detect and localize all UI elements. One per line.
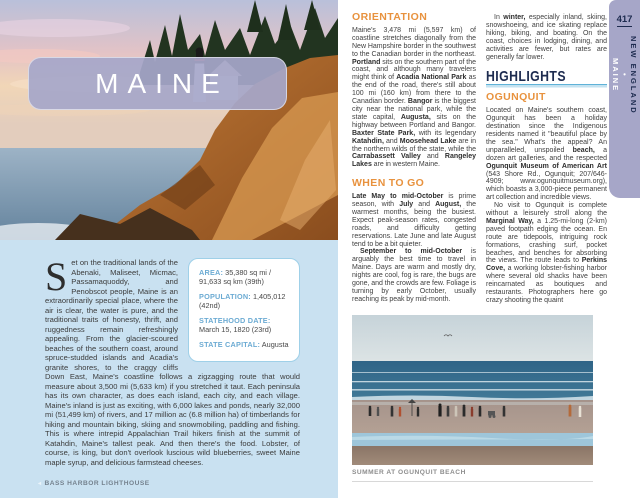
highlights-heading: HIGHLIGHTS: [486, 68, 566, 86]
beach-photo-illustration: [352, 315, 593, 465]
intro-body: et on the traditional lands of the Abenaki, Maliseet, Micmac, Passamaquoddy, and Penobscot people, Maine is an extraordinarily special place, where the air is clear, the water is pure, and the traditional traits of honesty, thrift, and ruggedness remain refreshingly appealing. From the glacier-scoured beaches of the southern coast, around spruce-studded islands and Acadia's granite shores, to the craggy cliffs Down East, Maine's coastline follows a zigzagging route that would measure about 3,500 mi (5,633 km) if you stretched it taut. Each peninsula has its own character, as does each island, each city, and each village. Maine's inland is just as exciting, with 6,000 lakes and ponds, nearly 32,000 mi (51,499 km) of rivers, and 17 million ac (6.8 million ha) of timberlands for hiking and mountain biking, skiing and snowmobiling, paddling and fishing. This is where intrepid Appalachian Trail hikers finish at the summit of Katahdin, Maine's tallest peak. And then there's the food. Lobster, of course, is king, but don't overlook luscious wild blueberries, sweet Maine maple syrup, and delicious farmstead cheeses.: [45, 258, 300, 467]
drop-cap: S: [45, 254, 68, 299]
ogunquit-paragraph-2: No visit to Ogunquit is complete without a leisurely stroll along the Marginal Way, a 1.25-mi-long (2-km) paved footpath edging the ocean. En route are tidepools, intriguing rock formations, crashing surf, pocket beaches, and benches for absorbing the views. The route leads to Perkins Cove, a working lobster-fishing harbor where several old shacks have been reincarnated as boutiques and restaurants. Photographers here go crazy shooting the quaint: [486, 202, 607, 304]
page-title: MAINE: [95, 67, 229, 99]
stat-statehood: STATEHOOD DATE: March 15, 1820 (23rd): [199, 316, 272, 334]
chapter-tab: [609, 0, 640, 198]
hero-photo-caption: ◂ BASS HARBOR LIGHTHOUSE: [38, 480, 150, 487]
state-stats-box: [188, 258, 300, 362]
state-title-banner: [28, 57, 287, 110]
stat-capital: STATE CAPITAL: Augusta: [199, 340, 289, 349]
when-to-go-paragraph-2: September to mid-October is arguably the best time to travel in Maine. Days are warm and mostly dry, nights are cool, fog is rare, the bugs are gone, and the crowds are few. Foliage is turning by early October, usually reaching its peak by mid-month.: [352, 248, 476, 303]
caption-marker-icon: ◂: [38, 481, 42, 487]
beach-photo: [352, 315, 593, 465]
stat-area: AREA: 35,380 sq mi / 91,633 sq km (39th): [199, 268, 271, 286]
when-to-go-heading: WHEN TO GO: [352, 177, 425, 190]
ogunquit-paragraph-1: Located on Maine's southern coast, Ogunquit has been a holiday destination since the Indigenous residents named it "beautiful place by the sea." What's the appeal? An unparalleled, unspoiled beach, a dozen art galleries, and the respected Ogunquit Museum of American Art (543 Shore Rd., Ogunquit; 207/646-4909; www.ogunquitmuseum.org), which boasts a 3,000-piece permanent art collection and incredible views.: [486, 107, 608, 202]
orientation-paragraph: Maine's 3,478 mi (5,597 km) of coastline stretches diagonally from the New Hampshire border in the southwest to the Canadian border in the northeast. Portland sits on the southern part of the coast, and although many travelers might think of Acadia National Park as the end of the road, there's still about 100 mi (160 km) from there to the Canadian border. Bangor is the biggest city near the national park, while the state capital, Augusta, sits on the highway between Portland and Bangor. Baxter State Park, with its legendary Katahdin, and Moosehead Lake are in the northern wilds of the state, while the Carrabassett Valley and Rangeley Lakes are in western Maine.: [352, 26, 477, 169]
ogunquit-heading: OGUNQUIT: [486, 91, 546, 104]
lighthouse-photo-illustration: [0, 0, 338, 240]
text-column-1: [352, 11, 477, 304]
chapter-tab-label: [611, 36, 638, 115]
intro-panel: [0, 240, 338, 498]
hero-photo: [0, 0, 338, 240]
when-to-go-paragraph-3: In winter, especially inland, skiing, snowshoeing, and ice skating replace hiking, biking, and boating. On the coast, choices in lodging, dining, and activities are fewer, but rates are generally far lower.: [486, 14, 607, 61]
tab-section-label: NEW ENGLAND: [629, 36, 638, 115]
stat-population: POPULATION: 1,405,012 (42nd): [199, 292, 286, 310]
text-column-2: [486, 14, 607, 305]
tab-bullet-icon: •: [620, 73, 629, 78]
caption-rule: [352, 481, 593, 482]
tab-state-label: MAINE: [611, 58, 620, 93]
highlights-heading-rule: [486, 68, 607, 86]
when-to-go-paragraph-1: Late May to mid-October is prime season, with July and August, the warmest months, being the busiest. Expect peak-season rates, congested roads, and difficulty getting reservations. Late June and late August tend to be a bit quieter.: [352, 193, 476, 248]
beach-photo-caption: SUMMER AT OGUNQUIT BEACH: [352, 469, 466, 476]
page-number: 417: [616, 14, 633, 25]
orientation-heading: ORIENTATION: [352, 11, 428, 23]
